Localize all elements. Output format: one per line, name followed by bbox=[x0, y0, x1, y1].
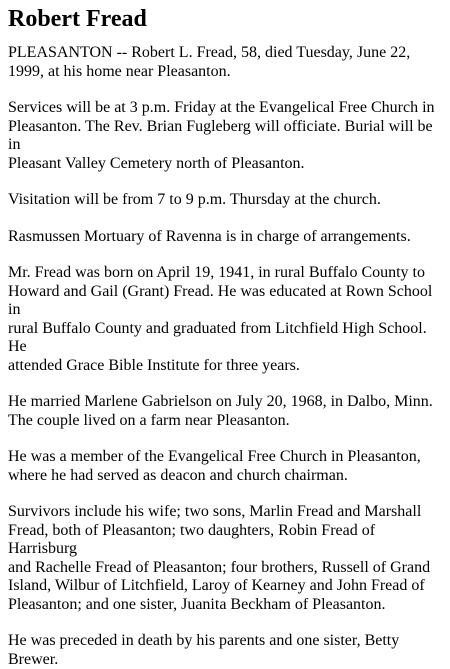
paragraph-mortuary: Rasmussen Mortuary of Ravenna is in charge of arrangements. bbox=[8, 227, 411, 245]
page-title: Robert Fread bbox=[8, 6, 147, 32]
paragraph-visitation: Visitation will be from 7 to 9 p.m. Thursday at the church. bbox=[8, 191, 381, 208]
paragraph-survivors: Survivors include his wife; two sons, Marlin Fread and Marshall Fread, both of Pleasanton; two daughters, Robin Fread of Harrisburg and Rachelle Fread of Pleasanton; four brothers, Russell of Grand Island, Wilbur of Litchfield, Laroy of Kearney and John Fread of Pleasanton; and one sister, Juanita Beckham of Pleasanton. bbox=[8, 503, 431, 613]
paragraph-biography: Mr. Fread was born on April 19, 1941, in rural Buffalo County to Howard and Gail (Grant) Fread. He was educated at Rown School in rural Buffalo County and graduated from Litchfield High School. He attended Grace Bible Institute for three years. bbox=[8, 264, 433, 374]
paragraph-death-notice: PLEASANTON -- Robert L. Fread, 58, died Tuesday, June 22, 1999, at his home near Pleasanton. bbox=[8, 44, 411, 80]
paragraph-services: Services will be at 3 p.m. Friday at the Evangelical Free Church in Pleasanton. The Rev. Brian Fugleberg will officiate. Burial will be in Pleasant Valley Cemetery north of Pleasanton. bbox=[8, 99, 435, 172]
paragraph-marriage: He married Marlene Gabrielson on July 20, 1968, in Dalbo, Minn. The couple lived on a farm near Pleasanton. bbox=[8, 393, 433, 429]
paragraph-preceded-in-death: He was preceded in death by his parents and one sister, Betty Brewer. bbox=[8, 632, 400, 668]
paragraph-church-membership: He was a member of the Evangelical Free Church in Pleasanton, where he had served as deacon and church chairman. bbox=[8, 448, 421, 484]
